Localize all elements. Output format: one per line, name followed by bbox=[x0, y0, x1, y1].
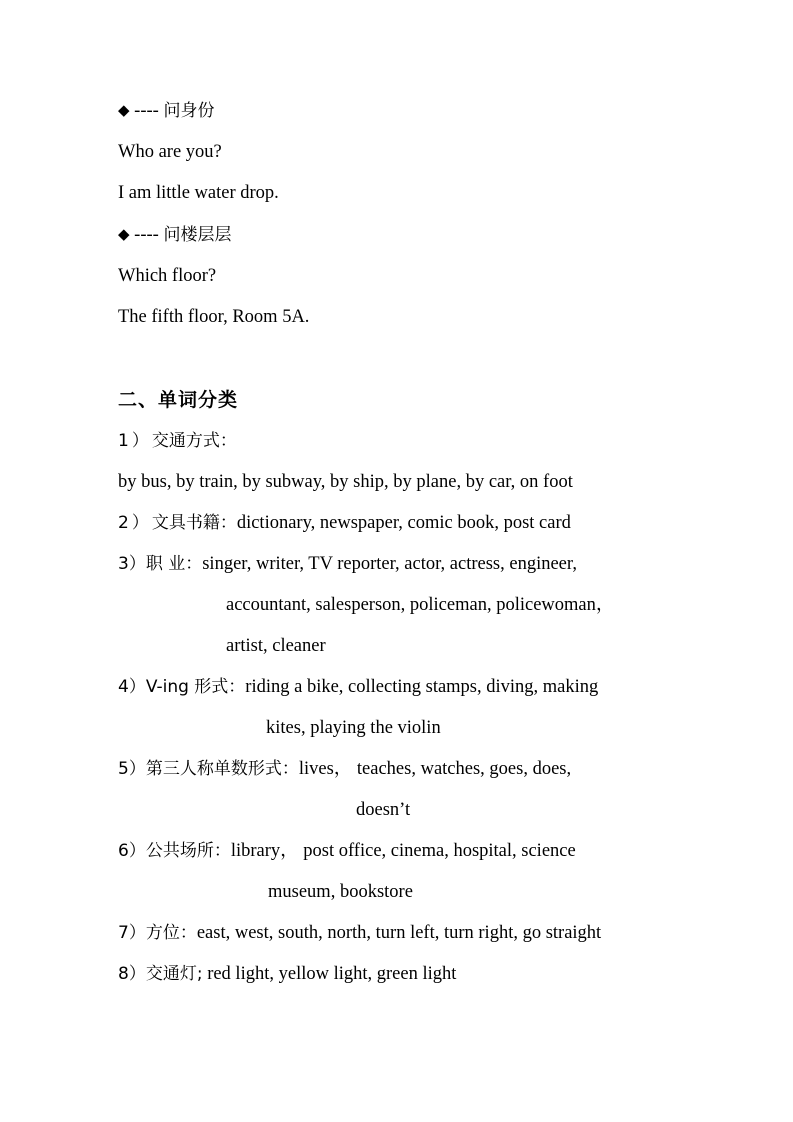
diamond-bullet-icon: ◆ bbox=[118, 225, 130, 243]
list-item-number: 6） bbox=[118, 841, 146, 861]
list-item-content: singer, writer, TV reporter, actor, actress, engineer, bbox=[202, 554, 577, 574]
list-item-content: dictionary, newspaper, comic book, post card bbox=[236, 513, 571, 533]
list-item bbox=[118, 913, 685, 954]
list-item bbox=[118, 544, 685, 585]
list-item-number: 5） bbox=[118, 759, 146, 779]
list-item-label: 第三人称单数形式： bbox=[145, 759, 299, 779]
list-item-label: 交通方式： bbox=[151, 431, 237, 451]
dash-separator: ---- bbox=[134, 225, 159, 245]
list-item bbox=[118, 831, 685, 872]
list-item-number: 7） bbox=[118, 923, 146, 943]
diamond-bullet-icon: ◆ bbox=[118, 101, 130, 119]
example-sentence: Who are you? bbox=[118, 142, 222, 162]
list-item-number: 1） bbox=[118, 431, 152, 451]
list-item-number: 4） bbox=[118, 677, 146, 697]
list-item-label: 交通灯; bbox=[145, 964, 203, 984]
list-item-label: 文具书籍： bbox=[151, 513, 237, 533]
section-title: 二、单词分类 bbox=[118, 389, 239, 411]
bullet-heading-floor bbox=[118, 214, 685, 256]
list-item-content: riding a bike, collecting stamps, diving, making bbox=[245, 677, 599, 697]
list-item-label: 方位： bbox=[145, 923, 197, 943]
list-item bbox=[118, 421, 685, 462]
list-item bbox=[118, 503, 685, 544]
list-item bbox=[118, 954, 685, 995]
list-item-label: 职 业： bbox=[145, 554, 203, 574]
example-sentence: The fifth floor, Room 5A. bbox=[118, 307, 310, 327]
list-item bbox=[118, 749, 685, 790]
list-item-content: museum, bookstore bbox=[268, 882, 413, 902]
list-item-number: 2） bbox=[118, 513, 152, 533]
list-item-number: 3） bbox=[118, 554, 146, 574]
list-item-content: east, west, south, north, turn left, turn right, go straight bbox=[196, 923, 602, 943]
list-item-content: red light, yellow light, green light bbox=[207, 964, 457, 984]
bullet-heading-label: 问楼层层 bbox=[163, 225, 232, 245]
dash-separator: ---- bbox=[134, 101, 159, 121]
example-sentence: Which floor? bbox=[118, 266, 217, 286]
list-item-label: V-ing 形式： bbox=[145, 677, 246, 697]
bullet-heading-label: 问身份 bbox=[163, 101, 215, 121]
list-item-content: library， post office, cinema, hospital, science bbox=[230, 841, 576, 861]
list-item-content: accountant, salesperson, policeman, policewoman， bbox=[226, 595, 615, 615]
list-item-content: lives， teaches, watches, goes, does, bbox=[298, 759, 572, 779]
list-item bbox=[118, 667, 685, 708]
list-item-label: 公共场所： bbox=[145, 841, 231, 861]
example-sentence: I am little water drop. bbox=[118, 183, 279, 203]
list-item-content: doesn’t bbox=[356, 800, 411, 820]
list-item-content: artist, cleaner bbox=[226, 636, 326, 656]
list-item-number: 8） bbox=[118, 964, 146, 984]
bullet-heading-identity bbox=[118, 90, 685, 132]
list-item-content: by bus, by train, by subway, by ship, by plane, by car, on foot bbox=[118, 472, 573, 492]
list-item-content: kites, playing the violin bbox=[266, 718, 441, 738]
